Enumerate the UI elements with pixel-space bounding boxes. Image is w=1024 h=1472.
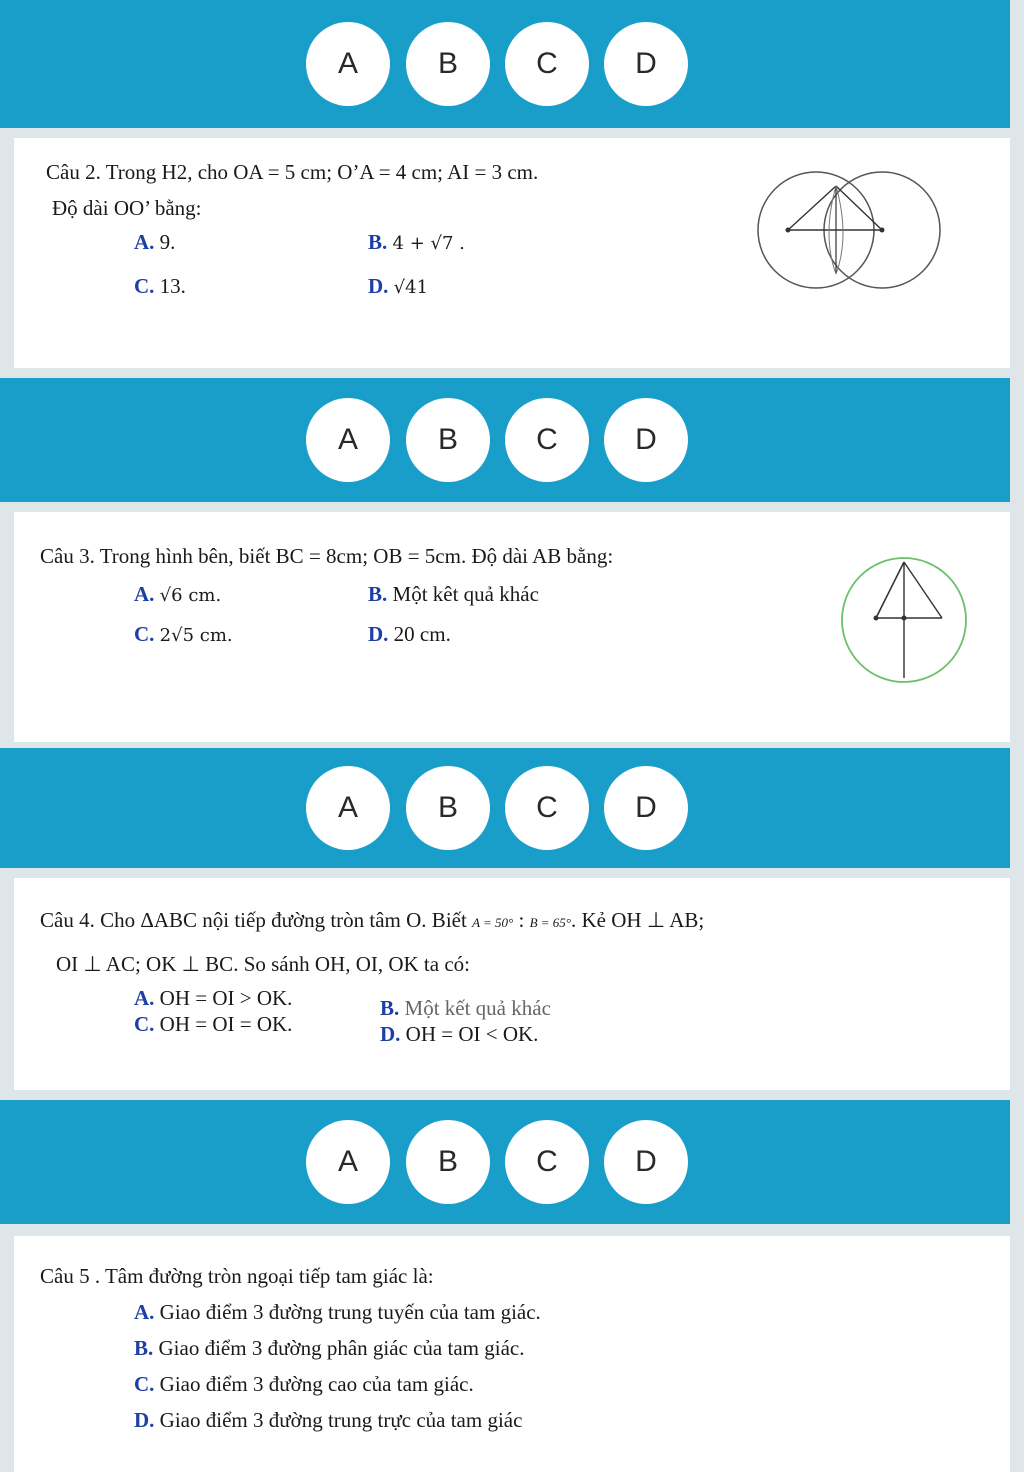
- option-c: C. 13.: [134, 274, 186, 298]
- question-card-5: [14, 1236, 1010, 1472]
- answer-button-d[interactable]: D: [604, 22, 688, 106]
- option-a: A. √6 cm.: [134, 582, 222, 606]
- answer-band-3: [0, 748, 1010, 868]
- answer-button-a[interactable]: A: [306, 1120, 390, 1204]
- answer-button-a[interactable]: A: [306, 22, 390, 106]
- answer-button-c[interactable]: C: [505, 22, 589, 106]
- answer-button-c[interactable]: C: [505, 398, 589, 482]
- option-c: C. 2√5 cm.: [134, 622, 233, 646]
- answer-button-b[interactable]: B: [406, 22, 490, 106]
- question-card-2: [14, 138, 1010, 368]
- answer-button-b[interactable]: B: [406, 1120, 490, 1204]
- option-a: A. OH = OI > OK.: [134, 986, 293, 1010]
- option-d: D. 20 cm.: [368, 622, 451, 646]
- angle-a-value: A = 50°: [472, 915, 514, 930]
- option-b: B. Một kêt quả khác: [368, 582, 539, 606]
- question-card-3: [14, 512, 1010, 742]
- answer-button-b[interactable]: B: [406, 766, 490, 850]
- circle-triangle-figure: [838, 552, 978, 692]
- angle-b-value: B = 65°: [529, 915, 572, 930]
- answer-button-b[interactable]: B: [406, 398, 490, 482]
- option-c: C. Giao điểm 3 đường cao của tam giác.: [134, 1372, 474, 1396]
- question-stem: Câu 3. Trong hình bên, biết BC = 8cm; OB = 5cm. Độ dài AB bằng:: [40, 544, 614, 568]
- question-card-4: [14, 878, 1010, 1090]
- option-a: A. 9.: [134, 230, 176, 254]
- answer-button-c[interactable]: C: [505, 766, 589, 850]
- option-b: B. Một kết quả khác: [380, 996, 551, 1020]
- question-stem: Câu 5 . Tâm đường tròn ngoại tiếp tam giác là:: [40, 1264, 434, 1288]
- option-d: D. Giao điểm 3 đường trung trực của tam giác: [134, 1408, 523, 1432]
- answer-button-a[interactable]: A: [306, 766, 390, 850]
- answer-button-d[interactable]: D: [604, 766, 688, 850]
- option-b: B. Giao điểm 3 đường phân giác của tam giác.: [134, 1336, 525, 1360]
- question-stem: Câu 4. Cho ΔABC nội tiếp đường tròn tâm O. Biết A = 50° : B = 65°. Kẻ OH ⊥ AB;: [40, 908, 705, 932]
- option-c: C. OH = OI = OK.: [134, 1012, 293, 1036]
- question-stem-line2: OI ⊥ AC; OK ⊥ BC. So sánh OH, OI, OK ta có:: [56, 952, 470, 976]
- answer-band-4: [0, 1100, 1010, 1224]
- option-a: A. Giao điểm 3 đường trung tuyến của tam giác.: [134, 1300, 541, 1324]
- option-b: B. 4 + √7 .: [368, 230, 465, 254]
- answer-band-1: [0, 0, 1010, 128]
- answer-button-a[interactable]: A: [306, 398, 390, 482]
- two-circles-figure: [726, 166, 946, 316]
- answer-band-2: [0, 378, 1010, 502]
- question-stem-line2: Độ dài OO’ bằng:: [52, 196, 202, 220]
- answer-button-d[interactable]: D: [604, 398, 688, 482]
- option-d: D. √41: [368, 274, 429, 298]
- answer-button-d[interactable]: D: [604, 1120, 688, 1204]
- answer-button-c[interactable]: C: [505, 1120, 589, 1204]
- question-stem: Câu 2. Trong H2, cho OA = 5 cm; O’A = 4 cm; AI = 3 cm.: [46, 160, 539, 184]
- option-d: D. OH = OI < OK.: [380, 1022, 539, 1046]
